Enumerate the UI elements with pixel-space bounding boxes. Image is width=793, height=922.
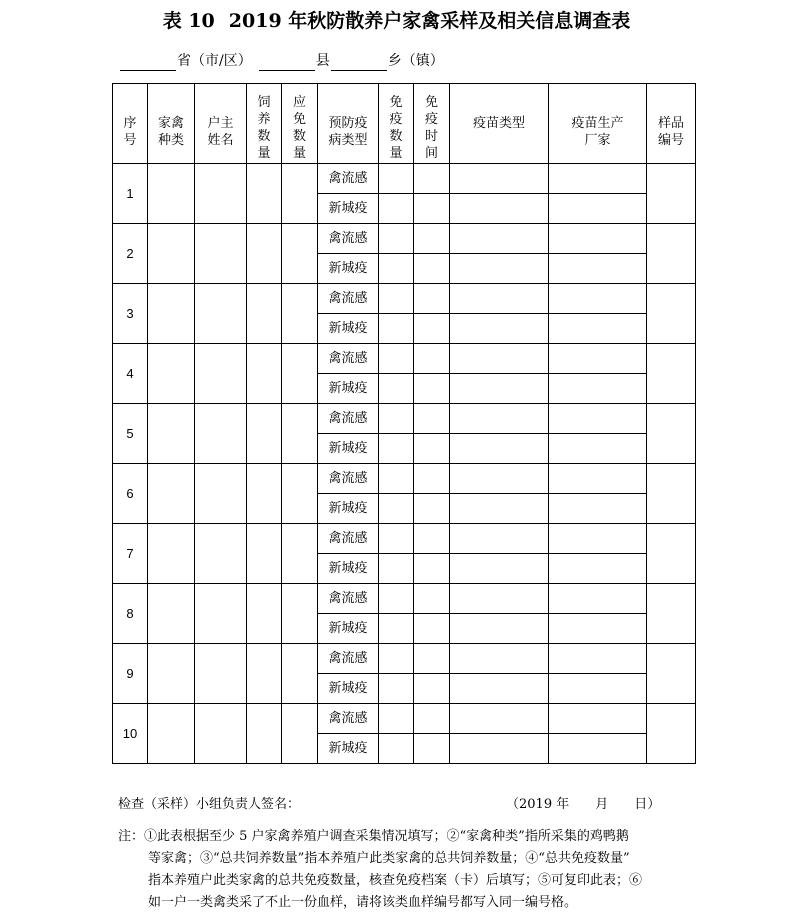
vaccinated-count-cell[interactable] [379, 614, 414, 644]
note-line: 等家禽；③“总共饲养数量”指本养殖户此类家禽的总共饲养数量；④“总共免疫数量” [148, 851, 630, 866]
sample-number-cell[interactable] [647, 164, 696, 224]
vaccination-time-cell[interactable] [414, 374, 450, 404]
notes [118, 826, 698, 914]
vaccine-manufacturer-cell[interactable] [549, 704, 647, 734]
stock-count-cell[interactable] [247, 164, 282, 224]
owner-name-cell[interactable] [195, 164, 247, 224]
table-row [113, 344, 696, 374]
disease-type-cell: 禽流感 [318, 224, 379, 254]
vaccination-time-cell[interactable] [414, 464, 450, 494]
stock-count-cell[interactable] [247, 584, 282, 644]
required-vaccination-cell[interactable] [282, 224, 318, 284]
sample-number-cell[interactable] [647, 584, 696, 644]
poultry-type-cell[interactable] [148, 644, 195, 704]
disease-type-cell: 新城疫 [318, 434, 379, 464]
disease-type-cell: 新城疫 [318, 374, 379, 404]
row-index: 10 [113, 704, 148, 764]
vaccine-manufacturer-cell[interactable] [549, 224, 647, 254]
vaccine-manufacturer-cell[interactable] [549, 464, 647, 494]
vaccine-type-cell[interactable] [450, 554, 549, 584]
table-row [113, 464, 696, 494]
disease-type-cell: 禽流感 [318, 404, 379, 434]
required-vaccination-cell[interactable] [282, 644, 318, 704]
sample-number-cell[interactable] [647, 224, 696, 284]
vaccinated-count-cell[interactable] [379, 224, 414, 254]
poultry-type-cell[interactable] [148, 284, 195, 344]
poultry-type-cell[interactable] [148, 524, 195, 584]
vaccinated-count-cell[interactable] [379, 254, 414, 284]
vaccine-manufacturer-cell[interactable] [549, 194, 647, 224]
stock-count-cell[interactable] [247, 404, 282, 464]
vaccination-time-cell[interactable] [414, 734, 450, 764]
disease-type-cell: 禽流感 [318, 704, 379, 734]
vaccination-time-cell[interactable] [414, 194, 450, 224]
sample-number-cell[interactable] [647, 344, 696, 404]
sample-number-cell[interactable] [647, 644, 696, 704]
header-row [113, 84, 696, 164]
stock-count-cell[interactable] [247, 224, 282, 284]
vaccination-time-cell[interactable] [414, 314, 450, 344]
disease-type-cell: 新城疫 [318, 314, 379, 344]
survey-table [112, 83, 696, 764]
disease-type-cell: 禽流感 [318, 464, 379, 494]
poultry-type-cell[interactable] [148, 704, 195, 764]
township-label: 乡（镇） [387, 53, 444, 69]
vaccination-time-cell[interactable] [414, 284, 450, 314]
vaccine-type-cell[interactable] [450, 734, 549, 764]
required-vaccination-cell[interactable] [282, 344, 318, 404]
vaccine-type-cell[interactable] [450, 674, 549, 704]
note-line: 如一户一类禽类采了不止一份血样，请将该类血样编号都写入同一编号格。 [148, 895, 578, 910]
owner-name-cell[interactable] [195, 404, 247, 464]
vaccine-type-cell[interactable] [450, 434, 549, 464]
vaccine-manufacturer-cell[interactable] [549, 554, 647, 584]
vaccination-time-cell[interactable] [414, 224, 450, 254]
province-blank[interactable] [120, 53, 176, 71]
vaccinated-count-cell[interactable] [379, 524, 414, 554]
poultry-type-cell[interactable] [148, 464, 195, 524]
disease-type-cell: 禽流感 [318, 164, 379, 194]
vaccine-type-cell[interactable] [450, 344, 549, 374]
vaccine-type-cell[interactable] [450, 644, 549, 674]
owner-name-cell[interactable] [195, 704, 247, 764]
vaccination-time-cell[interactable] [414, 254, 450, 284]
vaccine-type-cell[interactable] [450, 464, 549, 494]
vaccination-time-cell[interactable] [414, 524, 450, 554]
poultry-type-cell[interactable] [148, 584, 195, 644]
row-index: 4 [113, 344, 148, 404]
vaccination-time-cell[interactable] [414, 614, 450, 644]
sample-number-cell[interactable] [647, 704, 696, 764]
vaccine-manufacturer-cell[interactable] [549, 734, 647, 764]
vaccinated-count-cell[interactable] [379, 644, 414, 674]
vaccine-manufacturer-cell[interactable] [549, 584, 647, 614]
row-index: 1 [113, 164, 148, 224]
row-index: 9 [113, 644, 148, 704]
vaccination-time-cell[interactable] [414, 644, 450, 674]
county-label: 县 [315, 53, 330, 69]
vaccine-manufacturer-cell[interactable] [549, 254, 647, 284]
header-required-vaccination-count: 应 免 数 量 [282, 84, 318, 164]
vaccination-time-cell[interactable] [414, 584, 450, 614]
header-vaccinated-count: 免 疫 数 量 [379, 84, 414, 164]
disease-type-cell: 禽流感 [318, 284, 379, 314]
vaccine-type-cell[interactable] [450, 614, 549, 644]
vaccinated-count-cell[interactable] [379, 584, 414, 614]
table-body [113, 164, 696, 764]
poultry-type-cell[interactable] [148, 224, 195, 284]
disease-type-cell: 新城疫 [318, 674, 379, 704]
disease-type-cell: 新城疫 [318, 734, 379, 764]
header-vaccine-type: 疫苗类型 [450, 84, 549, 164]
header-stock-count: 饲 养 数 量 [247, 84, 282, 164]
disease-type-cell: 禽流感 [318, 524, 379, 554]
vaccine-manufacturer-cell[interactable] [549, 164, 647, 194]
header-disease-type: 预防疫 病类型 [318, 84, 379, 164]
table-row [113, 224, 696, 254]
disease-type-cell: 新城疫 [318, 494, 379, 524]
vaccinated-count-cell[interactable] [379, 674, 414, 704]
disease-type-cell: 新城疫 [318, 194, 379, 224]
county-blank[interactable] [259, 53, 315, 71]
owner-name-cell[interactable] [195, 524, 247, 584]
required-vaccination-cell[interactable] [282, 404, 318, 464]
vaccinated-count-cell[interactable] [379, 704, 414, 734]
header-vaccination-time: 免 疫 时 间 [414, 84, 450, 164]
vaccinated-count-cell[interactable] [379, 164, 414, 194]
vaccination-time-cell[interactable] [414, 704, 450, 734]
disease-type-cell: 禽流感 [318, 584, 379, 614]
table-row [113, 704, 696, 734]
vaccine-manufacturer-cell[interactable] [549, 644, 647, 674]
vaccine-manufacturer-cell[interactable] [549, 344, 647, 374]
vaccinated-count-cell[interactable] [379, 374, 414, 404]
page-title [0, 8, 793, 34]
title-text: 2019 年秋防散养户家禽采样及相关信息调查表 [228, 10, 631, 32]
owner-name-cell[interactable] [195, 284, 247, 344]
row-index: 6 [113, 464, 148, 524]
vaccine-type-cell[interactable] [450, 404, 549, 434]
sample-number-cell[interactable] [647, 284, 696, 344]
stock-count-cell[interactable] [247, 284, 282, 344]
row-index: 7 [113, 524, 148, 584]
vaccine-type-cell[interactable] [450, 224, 549, 254]
vaccinated-count-cell[interactable] [379, 494, 414, 524]
vaccine-type-cell[interactable] [450, 284, 549, 314]
sample-number-cell[interactable] [647, 464, 696, 524]
table-row [113, 584, 696, 614]
note-line: 指本养殖户此类家禽的总共免疫数量，核查免疫档案（卡）后填写；⑤可复印此表；⑥ [148, 873, 643, 888]
row-index: 5 [113, 404, 148, 464]
table-number: 表 10 [162, 10, 215, 32]
table-row [113, 164, 696, 194]
vaccine-manufacturer-cell[interactable] [549, 374, 647, 404]
vaccine-manufacturer-cell[interactable] [549, 674, 647, 704]
vaccine-type-cell[interactable] [450, 194, 549, 224]
table-row [113, 284, 696, 314]
vaccination-time-cell[interactable] [414, 404, 450, 434]
vaccine-manufacturer-cell[interactable] [549, 614, 647, 644]
stock-count-cell[interactable] [247, 524, 282, 584]
vaccine-manufacturer-cell[interactable] [549, 314, 647, 344]
stock-count-cell[interactable] [247, 704, 282, 764]
row-index: 8 [113, 584, 148, 644]
required-vaccination-cell[interactable] [282, 464, 318, 524]
disease-type-cell: 新城疫 [318, 614, 379, 644]
vaccine-manufacturer-cell[interactable] [549, 524, 647, 554]
signature-date: （2019 年 月 日） [506, 797, 661, 812]
vaccine-manufacturer-cell[interactable] [549, 434, 647, 464]
disease-type-cell: 禽流感 [318, 644, 379, 674]
header-sample-number: 样品 编号 [647, 84, 696, 164]
vaccinated-count-cell[interactable] [379, 404, 414, 434]
sample-number-cell[interactable] [647, 404, 696, 464]
row-index: 2 [113, 224, 148, 284]
table-row [113, 524, 696, 554]
vaccine-type-cell[interactable] [450, 254, 549, 284]
vaccine-type-cell[interactable] [450, 524, 549, 554]
row-index: 3 [113, 284, 148, 344]
disease-type-cell: 新城疫 [318, 254, 379, 284]
vaccinated-count-cell[interactable] [379, 554, 414, 584]
header-owner-name: 户主 姓名 [195, 84, 247, 164]
signature-line [118, 795, 698, 815]
owner-name-cell[interactable] [195, 344, 247, 404]
vaccinated-count-cell[interactable] [379, 194, 414, 224]
required-vaccination-cell[interactable] [282, 704, 318, 764]
required-vaccination-cell[interactable] [282, 164, 318, 224]
required-vaccination-cell[interactable] [282, 284, 318, 344]
stock-count-cell[interactable] [247, 644, 282, 704]
poultry-type-cell[interactable] [148, 344, 195, 404]
header-index: 序 号 [113, 84, 148, 164]
vaccinated-count-cell[interactable] [379, 314, 414, 344]
vaccine-type-cell[interactable] [450, 584, 549, 614]
vaccination-time-cell[interactable] [414, 674, 450, 704]
vaccinated-count-cell[interactable] [379, 284, 414, 314]
vaccine-manufacturer-cell[interactable] [549, 284, 647, 314]
owner-name-cell[interactable] [195, 644, 247, 704]
vaccination-time-cell[interactable] [414, 434, 450, 464]
disease-type-cell: 禽流感 [318, 344, 379, 374]
required-vaccination-cell[interactable] [282, 584, 318, 644]
note-line: 注：①此表根据至少 5 户家禽养殖户调查采集情况填写；②“家禽种类”指所采集的鸡鸭鹅 [118, 829, 629, 844]
province-label: 省（市/区） [177, 53, 252, 69]
vaccination-time-cell[interactable] [414, 554, 450, 584]
vaccination-time-cell[interactable] [414, 164, 450, 194]
table-row [113, 644, 696, 674]
vaccinated-count-cell[interactable] [379, 434, 414, 464]
vaccination-time-cell[interactable] [414, 494, 450, 524]
stock-count-cell[interactable] [247, 344, 282, 404]
vaccine-type-cell[interactable] [450, 314, 549, 344]
vaccine-type-cell[interactable] [450, 374, 549, 404]
vaccinated-count-cell[interactable] [379, 344, 414, 374]
header-poultry-type: 家禽 种类 [148, 84, 195, 164]
location-line [120, 51, 445, 71]
sample-number-cell[interactable] [647, 524, 696, 584]
owner-name-cell[interactable] [195, 464, 247, 524]
vaccine-type-cell[interactable] [450, 704, 549, 734]
disease-type-cell: 新城疫 [318, 554, 379, 584]
poultry-type-cell[interactable] [148, 164, 195, 224]
vaccination-time-cell[interactable] [414, 344, 450, 374]
header-vaccine-manufacturer: 疫苗生产 厂家 [549, 84, 647, 164]
table-row [113, 404, 696, 434]
vaccine-type-cell[interactable] [450, 164, 549, 194]
required-vaccination-cell[interactable] [282, 524, 318, 584]
vaccine-manufacturer-cell[interactable] [549, 494, 647, 524]
vaccine-manufacturer-cell[interactable] [549, 404, 647, 434]
owner-name-cell[interactable] [195, 224, 247, 284]
vaccinated-count-cell[interactable] [379, 464, 414, 494]
signature-label: 检查（采样）小组负责人签名： [118, 797, 301, 812]
poultry-type-cell[interactable] [148, 404, 195, 464]
vaccinated-count-cell[interactable] [379, 734, 414, 764]
vaccine-type-cell[interactable] [450, 494, 549, 524]
stock-count-cell[interactable] [247, 464, 282, 524]
owner-name-cell[interactable] [195, 584, 247, 644]
township-blank[interactable] [331, 53, 387, 71]
